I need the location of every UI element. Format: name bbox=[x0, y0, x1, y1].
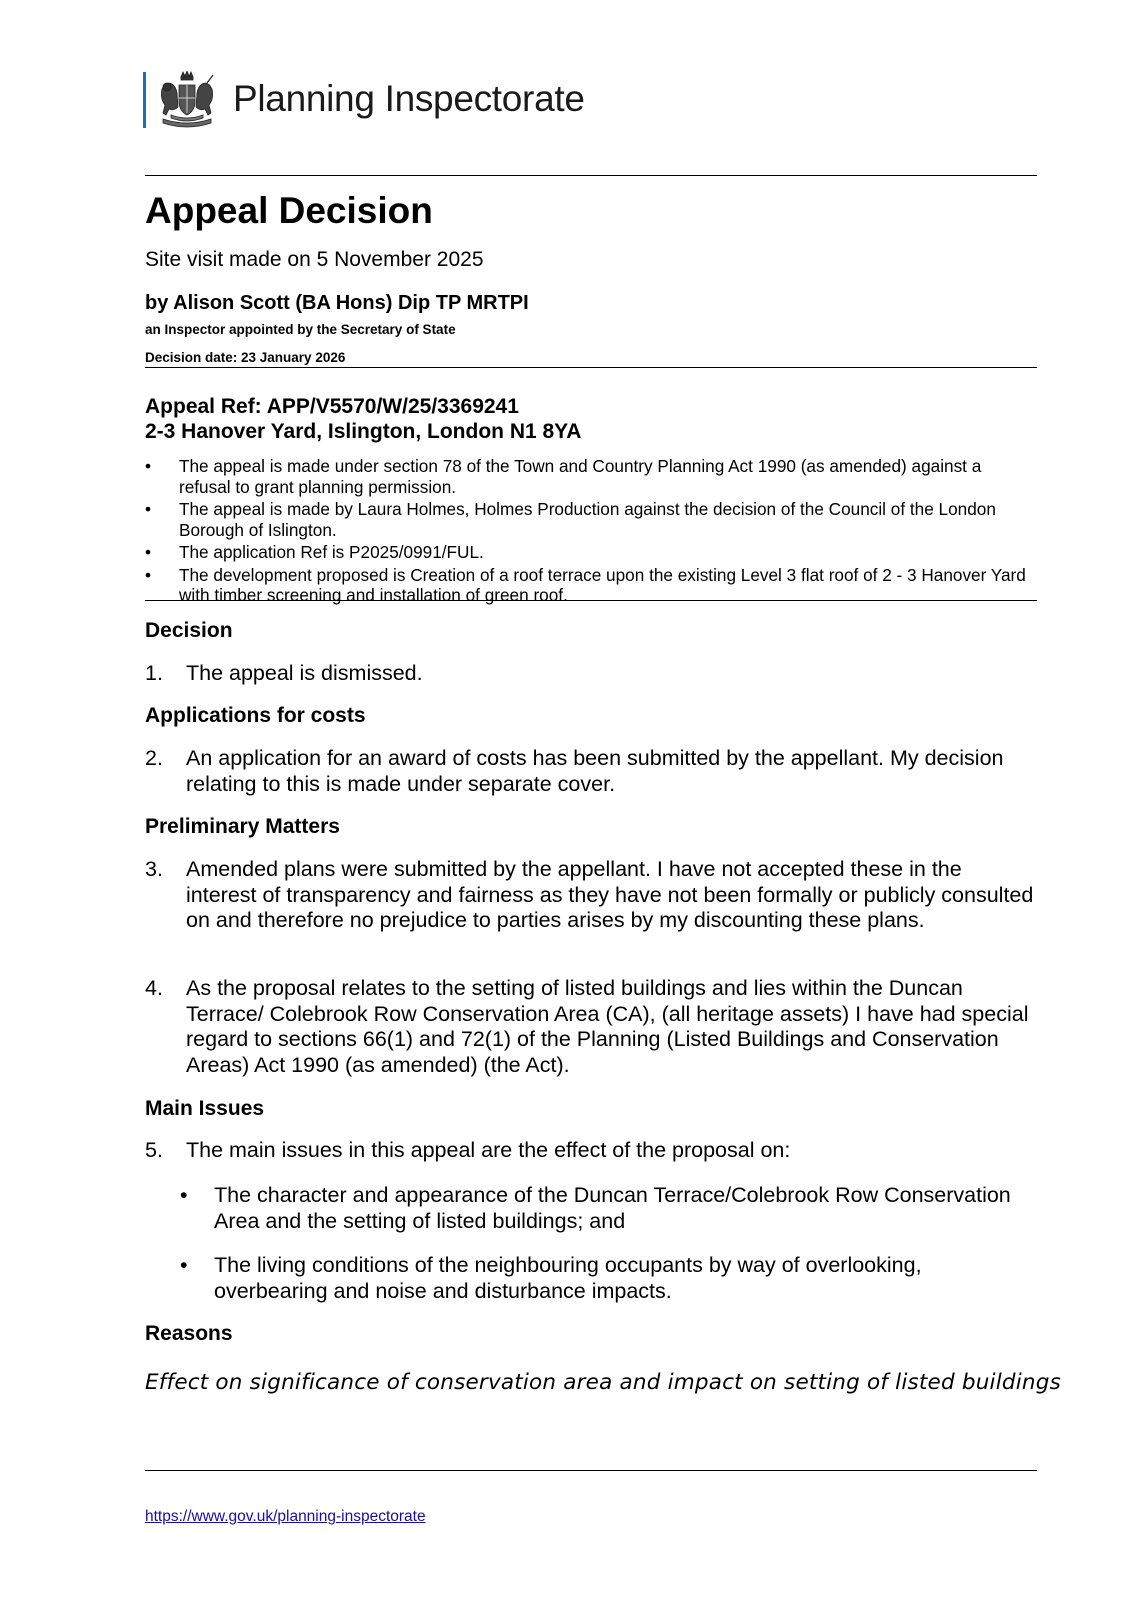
issue-text: The character and appearance of the Duncan Terrace/Colebrook Row Conservation Area and the setting of listed buildings; and bbox=[214, 1183, 1011, 1233]
issue-item-1 bbox=[180, 1183, 1040, 1234]
appeal-reference: Appeal Ref: APP/V5570/W/25/3369241 bbox=[145, 395, 519, 418]
paragraph-text: As the proposal relates to the setting of listed buildings and lies within the Duncan Terrace/ Colebrook Row Conservation Area (CA), (all heritage assets) I have had special regard to sections 66(1) and 72(1) of the Planning (Listed Buildings and Conservation Areas) Act 1990 (as amended) (the Act). bbox=[186, 976, 1029, 1077]
preliminary-heading: Preliminary Matters bbox=[145, 815, 340, 838]
summary-divider bbox=[145, 600, 1037, 601]
paragraph-text: An application for an award of costs has been submitted by the appellant. My decision relating to this is made under separate cover. bbox=[186, 746, 1004, 796]
list-item: • The development proposed is Creation of a roof terrace upon the existing Level 3 flat roof of 2 - 3 Hanover Yard with timber screening and installation of green roof. bbox=[145, 564, 1026, 605]
paragraph-number: 3. bbox=[145, 857, 163, 881]
planning-inspectorate-logo bbox=[143, 68, 623, 130]
paragraph-text: Amended plans were submitted by the appellant. I have not accepted these in the interest of transparency and fairness as they have not been formally or publicly consulted on and therefore no prejudice to parties arises by my discounting these plans. bbox=[186, 857, 1034, 932]
footer-divider bbox=[145, 1470, 1037, 1471]
paragraph-2 bbox=[145, 746, 1037, 797]
paragraph-number: 5. bbox=[145, 1138, 163, 1162]
bullet-icon: • bbox=[145, 564, 152, 585]
decision-date-divider bbox=[145, 367, 1037, 368]
decision-heading: Decision bbox=[145, 619, 233, 642]
logo-accent-bar bbox=[143, 72, 146, 128]
paragraph-3 bbox=[145, 857, 1037, 934]
reasons-heading: Reasons bbox=[145, 1322, 233, 1345]
issue-item-2 bbox=[180, 1253, 1040, 1304]
paragraph-text: The main issues in this appeal are the effect of the proposal on: bbox=[186, 1138, 791, 1162]
paragraph-number: 4. bbox=[145, 976, 163, 1000]
appeal-details-list bbox=[145, 456, 1035, 608]
decision-date: Decision date: 23 January 2026 bbox=[145, 350, 346, 365]
costs-heading: Applications for costs bbox=[145, 704, 366, 727]
paragraph-1 bbox=[145, 661, 1037, 687]
inspector-appointment: an Inspector appointed by the Secretary of State bbox=[145, 322, 456, 337]
paragraph-number: 1. bbox=[145, 661, 163, 685]
page-title: Appeal Decision bbox=[145, 190, 433, 231]
bullet-icon: • bbox=[180, 1183, 188, 1207]
list-item: • The application Ref is P2025/0991/FUL. bbox=[145, 542, 484, 562]
site-visit-date: Site visit made on 5 November 2025 bbox=[145, 248, 484, 271]
paragraph-number: 2. bbox=[145, 746, 163, 770]
royal-crest-icon bbox=[157, 71, 217, 129]
appeal-address: 2-3 Hanover Yard, Islington, London N1 8YA bbox=[145, 420, 582, 443]
paragraph-text: The appeal is dismissed. bbox=[186, 661, 423, 685]
bullet-icon: • bbox=[145, 499, 152, 519]
paragraph-5 bbox=[145, 1138, 1037, 1164]
inspector-name: by Alison Scott (BA Hons) Dip TP MRTPI bbox=[145, 292, 529, 314]
main-issues-heading: Main Issues bbox=[145, 1097, 265, 1120]
header-divider bbox=[145, 175, 1037, 176]
list-item: • The appeal is made under section 78 of the Town and Country Planning Act 1990 (as amended) against a refusal to grant planning permission. bbox=[145, 456, 982, 497]
bullet-icon: • bbox=[145, 542, 152, 562]
reasons-subheading: Effect on significance of conservation area and impact on setting of listed buildings bbox=[145, 1370, 1061, 1395]
org-name: Planning Inspectorate bbox=[233, 78, 585, 119]
issue-text: The living conditions of the neighbouring occupants by way of overlooking, overbearing and noise and disturbance impacts. bbox=[214, 1253, 922, 1303]
footer-link[interactable]: https://www.gov.uk/planning-inspectorate bbox=[145, 1508, 426, 1525]
bullet-icon: • bbox=[180, 1253, 188, 1277]
list-item: • The appeal is made by Laura Holmes, Holmes Production against the decision of the Council of the London Borough of Islington. bbox=[145, 499, 996, 540]
bullet-icon: • bbox=[145, 456, 152, 476]
paragraph-4 bbox=[145, 976, 1037, 1078]
